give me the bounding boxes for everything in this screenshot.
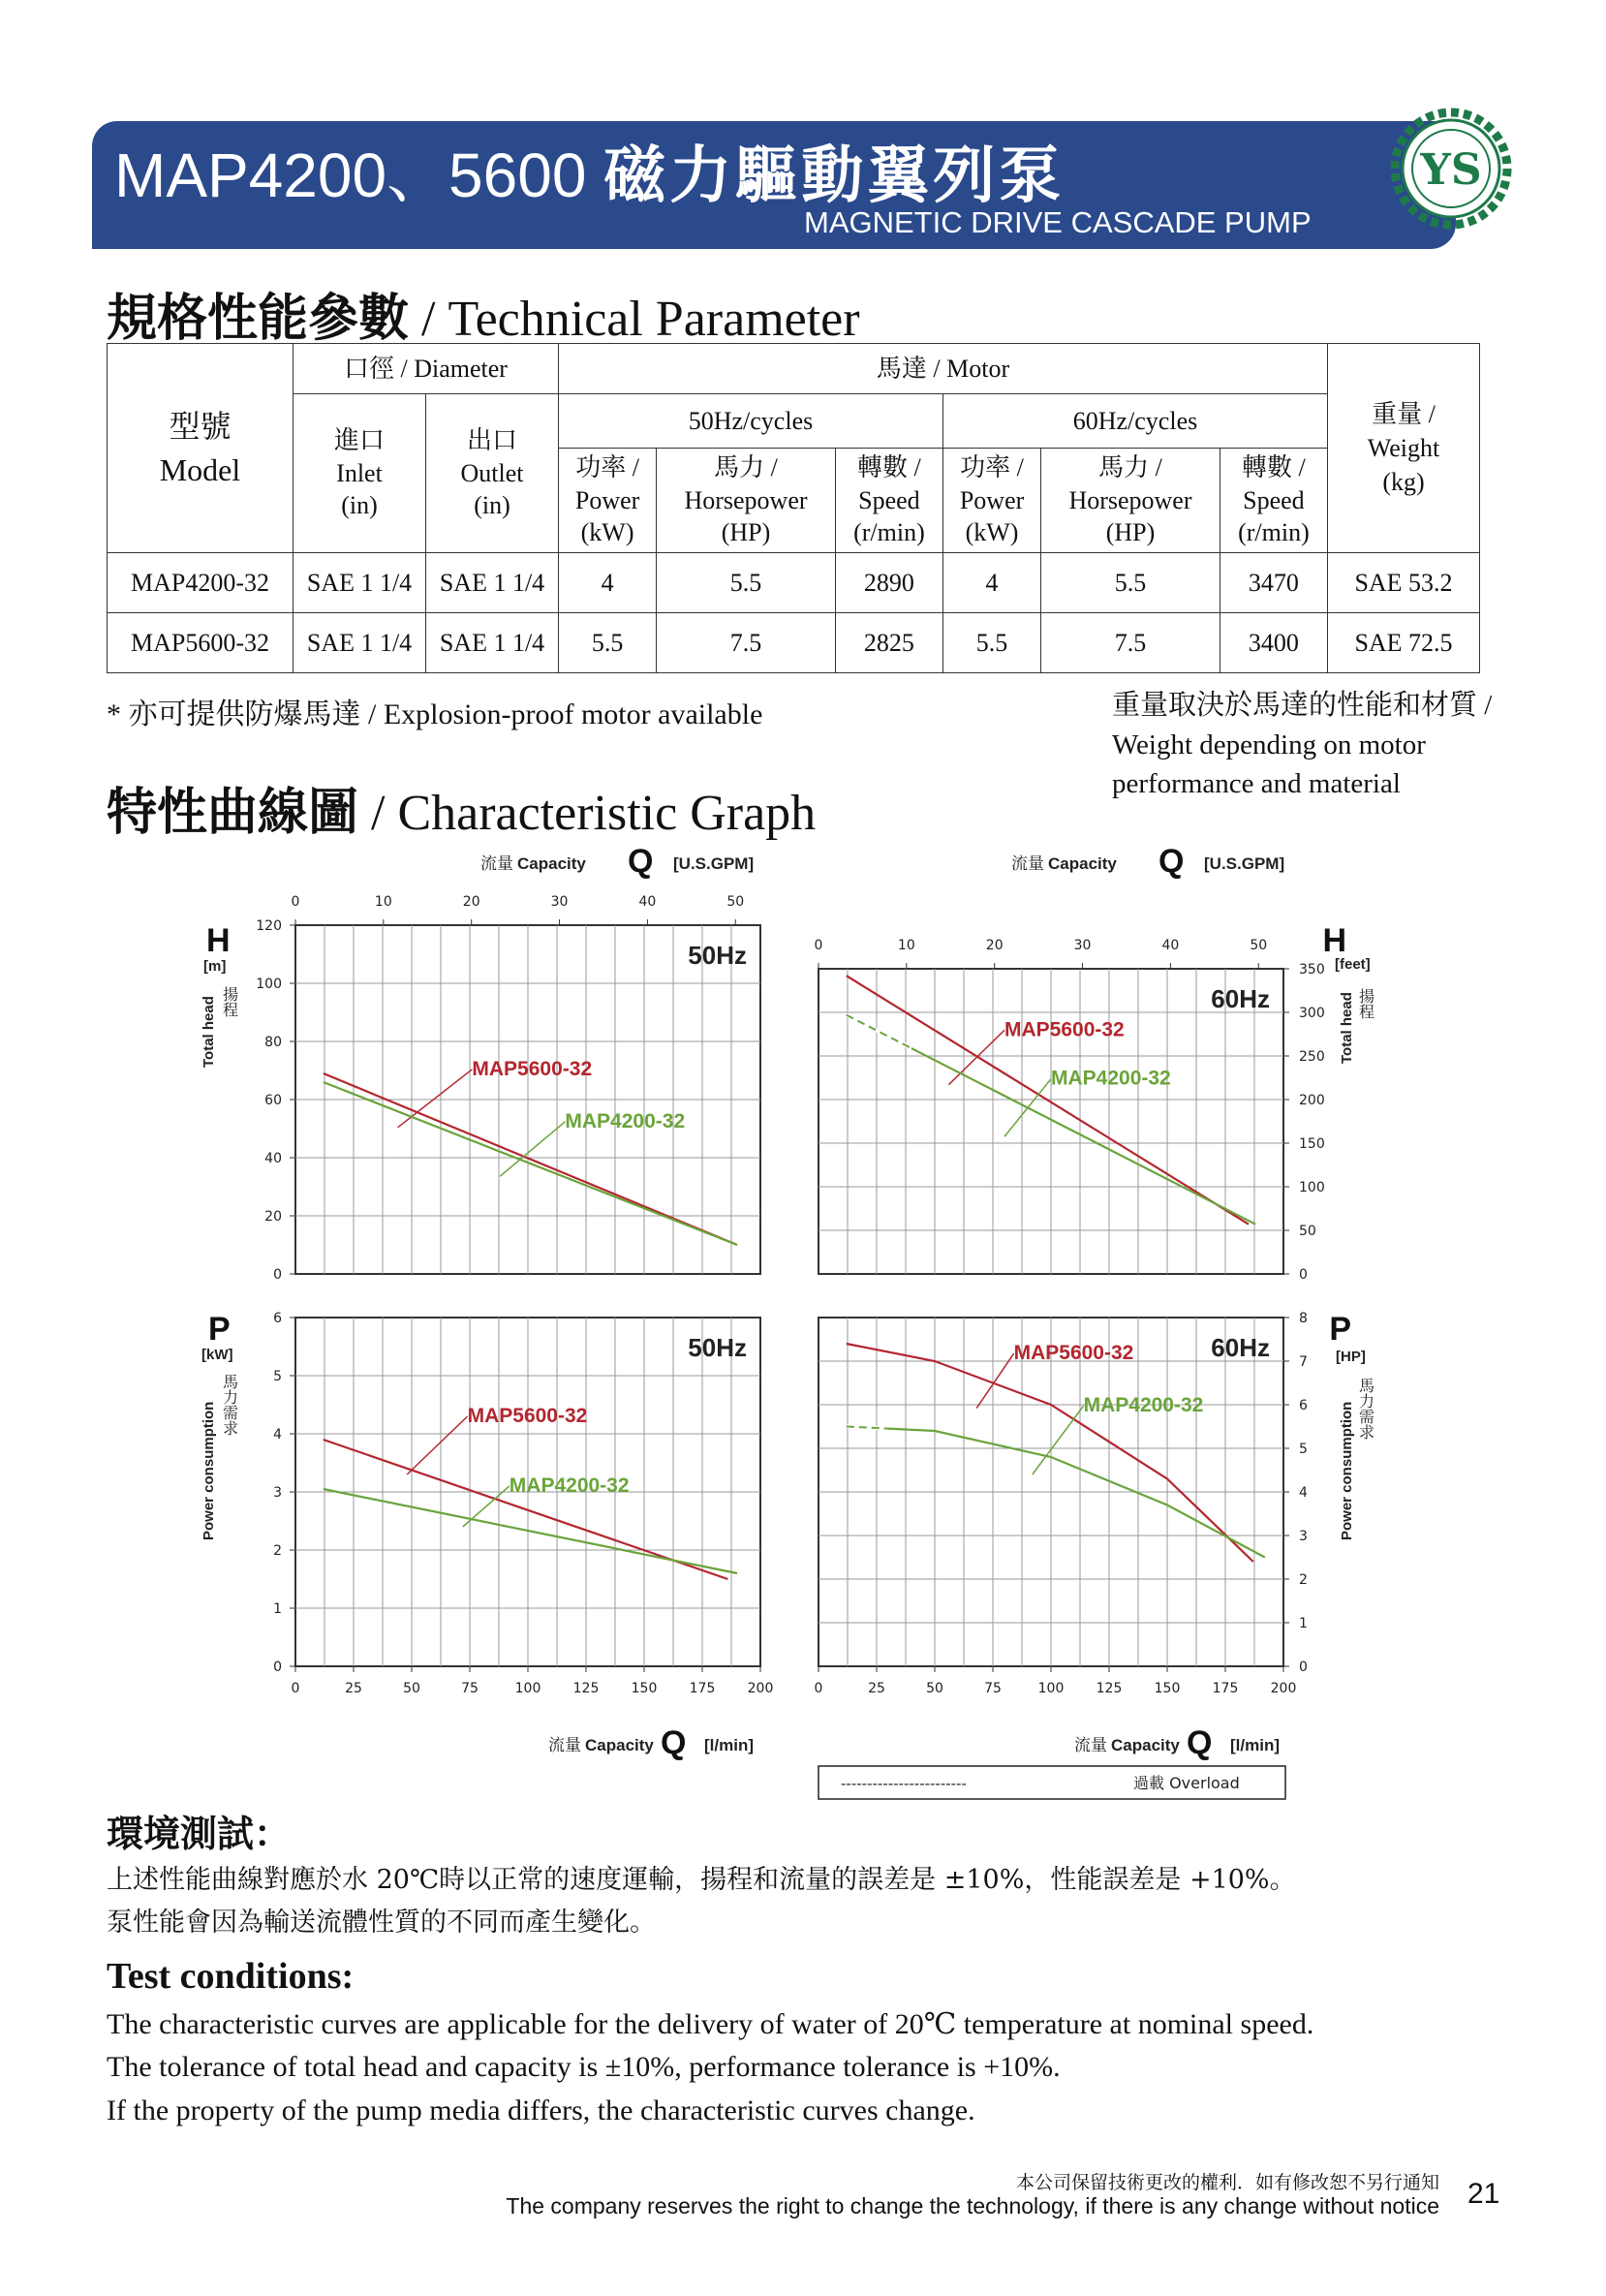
cell-power60: 5.5 bbox=[942, 613, 1040, 673]
cell-power50: 5.5 bbox=[559, 613, 657, 673]
p-axis-cjk-right: 馬力需求 bbox=[1356, 1378, 1375, 1440]
y-tick-label: 60 bbox=[264, 1093, 282, 1108]
cell-power50: 4 bbox=[559, 553, 657, 613]
motor-header: 馬達 / Motor bbox=[559, 344, 1328, 394]
test-heading-cjk-text: 環境測試： bbox=[107, 1812, 292, 1855]
cell-hp60: 7.5 bbox=[1041, 613, 1220, 673]
bottom-axis-cjk: 流量 bbox=[1074, 1736, 1107, 1755]
x2-tick-label: 20 bbox=[462, 894, 480, 910]
y-tick-label: 5 bbox=[1299, 1442, 1308, 1457]
x-tick-label: 175 bbox=[689, 1681, 716, 1696]
bottom-axis-unit: [l/min] bbox=[704, 1736, 754, 1754]
spec-table bbox=[107, 343, 1480, 673]
test-en-line-2: The tolerance of total head and capacity is ±10%, performance tolerance is +10%. bbox=[107, 2051, 1061, 2083]
cell-speed50: 2890 bbox=[835, 553, 942, 613]
x-tick-label: 0 bbox=[291, 1681, 300, 1696]
y-tick-label: 100 bbox=[256, 977, 282, 992]
model-header: 型號 Model bbox=[108, 344, 293, 553]
p-axis-label-right: Power consumption bbox=[1339, 1401, 1355, 1540]
footer-en: The company reserves the right to change the technology, if there is any change without notice bbox=[506, 2193, 1439, 2218]
y-tick-label: 80 bbox=[264, 1035, 282, 1050]
table-row bbox=[108, 553, 1480, 613]
top-axis-q: Q bbox=[628, 843, 654, 880]
x2-tick-label: 40 bbox=[638, 894, 657, 910]
cell-outlet: SAE 1 1/4 bbox=[426, 553, 559, 613]
y-tick-label: 0 bbox=[273, 1660, 282, 1675]
cell-model: MAP4200-32 bbox=[108, 553, 293, 613]
graph-heading-en: / Characteristic Graph bbox=[358, 786, 817, 841]
series-label: MAP5600-32 bbox=[472, 1057, 593, 1080]
h-axis-unit-ft: [feet] bbox=[1335, 956, 1371, 973]
y-tick-label: 4 bbox=[273, 1427, 282, 1443]
hp50-header: 馬力 / Horsepower (HP) bbox=[657, 449, 836, 553]
cell-hp50: 5.5 bbox=[657, 553, 836, 613]
y-tick-label: 0 bbox=[1299, 1267, 1308, 1283]
h-axis-letter-right: H bbox=[1322, 922, 1346, 959]
top-axis-cjk: 流量 bbox=[1011, 854, 1044, 874]
y-tick-label: 1 bbox=[1299, 1616, 1308, 1631]
y-tick-label: 150 bbox=[1299, 1136, 1325, 1152]
logo-letters: YS bbox=[1420, 145, 1482, 195]
series-label: MAP5600-32 bbox=[467, 1405, 588, 1427]
y-tick-label: 300 bbox=[1299, 1006, 1325, 1021]
company-logo bbox=[1387, 105, 1515, 233]
bottom-axis-q: Q bbox=[661, 1724, 687, 1761]
hz60-header: 60Hz/cycles bbox=[942, 394, 1327, 449]
x2-tick-label: 0 bbox=[814, 938, 823, 953]
top-axis-unit: [U.S.GPM] bbox=[1204, 854, 1285, 873]
panel-title: 50Hz bbox=[688, 1333, 747, 1362]
x-tick-label: 150 bbox=[1154, 1681, 1181, 1696]
x2-tick-label: 30 bbox=[550, 894, 569, 910]
bottom-axis-cjk: 流量 bbox=[548, 1736, 581, 1755]
x-tick-label: 125 bbox=[1096, 1681, 1123, 1696]
y-tick-label: 2 bbox=[1299, 1572, 1308, 1588]
overload-legend-dashes: ------------------------ bbox=[841, 1775, 967, 1792]
spec-heading-cjk: 規格性能參數 bbox=[107, 289, 410, 348]
x2-tick-label: 50 bbox=[1250, 938, 1268, 953]
x-tick-label: 50 bbox=[403, 1681, 420, 1696]
inlet-header: 進口 Inlet (in) bbox=[293, 394, 426, 553]
explosion-proof-note: * 亦可提供防爆馬達 / Explosion-proof motor available bbox=[107, 698, 763, 730]
p-axis-unit-hp: [HP] bbox=[1336, 1349, 1366, 1365]
y-tick-label: 350 bbox=[1299, 962, 1325, 977]
y-tick-label: 0 bbox=[273, 1267, 282, 1283]
overload-legend-label: 過載 Overload bbox=[1133, 1774, 1240, 1792]
test-heading-cjk bbox=[107, 1804, 291, 1857]
p-axis-unit-kw: [kW] bbox=[201, 1347, 233, 1363]
x-tick-label: 100 bbox=[514, 1681, 541, 1696]
y-tick-label: 1 bbox=[273, 1601, 282, 1617]
spec-heading-en: / Technical Parameter bbox=[409, 292, 860, 347]
test-en-line-3: If the property of the pump media differs, the characteristic curves change. bbox=[107, 2094, 975, 2126]
y-tick-label: 250 bbox=[1299, 1049, 1325, 1065]
panel-title: 60Hz bbox=[1211, 1333, 1270, 1362]
y-tick-label: 2 bbox=[273, 1543, 282, 1559]
series-label: MAP4200-32 bbox=[509, 1474, 630, 1497]
page-subtitle: MAGNETIC DRIVE CASCADE PUMP bbox=[804, 205, 1312, 239]
title-cjk: 磁力驅動翼列泵 bbox=[603, 140, 1066, 212]
y-tick-label: 20 bbox=[264, 1209, 282, 1225]
x2-tick-label: 40 bbox=[1161, 938, 1180, 953]
y-tick-label: 8 bbox=[1299, 1311, 1308, 1326]
graph-heading bbox=[107, 771, 816, 844]
bottom-axis-unit: [l/min] bbox=[1230, 1736, 1280, 1754]
test-cjk-line-1: 上述性能曲線對應於水 20℃時以正常的速度運輸，揚程和流量的誤差是 ±10%，性能誤差是 +10%。 bbox=[107, 1865, 1296, 1895]
weight-note-line: performance and material bbox=[1112, 768, 1401, 800]
graph-heading-cjk: 特性曲線圖 bbox=[107, 783, 359, 842]
series-label: MAP4200-32 bbox=[1051, 1067, 1171, 1090]
cell-inlet: SAE 1 1/4 bbox=[293, 553, 426, 613]
y-tick-label: 100 bbox=[1299, 1180, 1325, 1195]
title-latin: MAP4200、5600 bbox=[114, 140, 587, 210]
cell-hp60: 5.5 bbox=[1041, 553, 1220, 613]
power60-header: 功率 / Power (kW) bbox=[942, 449, 1040, 553]
cell-power60: 4 bbox=[942, 553, 1040, 613]
h-axis-letter-left: H bbox=[206, 922, 231, 959]
weight-note-line: Weight depending on motor bbox=[1112, 729, 1426, 760]
test-en-line-1: The characteristic curves are applicable for the delivery of water of 20℃ temperature at nominal speed. bbox=[107, 2008, 1314, 2040]
panel-title: 50Hz bbox=[688, 941, 747, 970]
cell-inlet: SAE 1 1/4 bbox=[293, 613, 426, 673]
x-tick-label: 25 bbox=[345, 1681, 362, 1696]
top-axis-label: Capacity bbox=[517, 854, 586, 873]
h-axis-unit-m: [m] bbox=[203, 958, 227, 975]
speed60-header: 轉數 / Speed (r/min) bbox=[1220, 449, 1327, 553]
test-heading-en: Test conditions: bbox=[107, 1956, 355, 1997]
bottom-axis-label: Capacity bbox=[585, 1736, 654, 1754]
speed50-header: 轉數 / Speed (r/min) bbox=[835, 449, 942, 553]
y-tick-label: 5 bbox=[273, 1369, 282, 1384]
x2-tick-label: 30 bbox=[1073, 938, 1092, 953]
h-axis-label-left: Total head bbox=[201, 996, 217, 1068]
y-tick-label: 200 bbox=[1299, 1093, 1325, 1108]
diameter-header: 口徑 / Diameter bbox=[293, 344, 559, 394]
cell-weight: SAE 72.5 bbox=[1328, 613, 1480, 673]
x2-tick-label: 0 bbox=[291, 894, 300, 910]
y-tick-label: 3 bbox=[273, 1485, 282, 1501]
y-tick-label: 6 bbox=[273, 1311, 282, 1326]
cell-speed60: 3400 bbox=[1220, 613, 1327, 673]
x2-tick-label: 50 bbox=[726, 894, 745, 910]
top-axis-unit: [U.S.GPM] bbox=[673, 854, 755, 873]
x2-tick-label: 10 bbox=[374, 894, 392, 910]
h-axis-cjk-right: 揚程 bbox=[1356, 988, 1375, 1019]
x-tick-label: 50 bbox=[926, 1681, 943, 1696]
y-tick-label: 40 bbox=[264, 1151, 282, 1166]
cell-speed60: 3470 bbox=[1220, 553, 1327, 613]
hp60-header: 馬力 / Horsepower (HP) bbox=[1041, 449, 1220, 553]
power50-header: 功率 / Power (kW) bbox=[559, 449, 657, 553]
cell-hp50: 7.5 bbox=[657, 613, 836, 673]
x-tick-label: 200 bbox=[747, 1681, 774, 1696]
x-tick-label: 75 bbox=[984, 1681, 1002, 1696]
test-cjk-line-2: 泵性能會因為輸送流體性質的不同而產生變化。 bbox=[107, 1908, 656, 1938]
x-tick-label: 100 bbox=[1037, 1681, 1065, 1696]
top-axis-label: Capacity bbox=[1048, 854, 1117, 873]
x-tick-label: 75 bbox=[461, 1681, 479, 1696]
series-label: MAP4200-32 bbox=[565, 1109, 686, 1132]
weight-header: 重量 / Weight (kg) bbox=[1328, 344, 1480, 553]
series-label: MAP4200-32 bbox=[1083, 1394, 1204, 1417]
x-tick-label: 125 bbox=[572, 1681, 600, 1696]
x2-tick-label: 10 bbox=[897, 938, 915, 953]
y-tick-label: 4 bbox=[1299, 1485, 1308, 1501]
y-tick-label: 0 bbox=[1299, 1660, 1308, 1675]
cell-model: MAP5600-32 bbox=[108, 613, 293, 673]
x2-tick-label: 20 bbox=[985, 938, 1004, 953]
bottom-axis-label: Capacity bbox=[1111, 1736, 1180, 1754]
x-tick-label: 0 bbox=[814, 1681, 823, 1696]
panel-title: 60Hz bbox=[1211, 984, 1270, 1013]
weight-note bbox=[1112, 686, 1492, 804]
top-axis-q: Q bbox=[1158, 843, 1185, 880]
series-label: MAP5600-32 bbox=[1013, 1342, 1134, 1365]
page-number: 21 bbox=[1467, 2178, 1500, 2210]
y-tick-label: 3 bbox=[1299, 1529, 1308, 1544]
y-tick-label: 7 bbox=[1299, 1354, 1308, 1370]
p-axis-letter-left: P bbox=[208, 1311, 231, 1348]
bottom-axis-q: Q bbox=[1187, 1724, 1213, 1761]
cell-outlet: SAE 1 1/4 bbox=[426, 613, 559, 673]
x-tick-label: 175 bbox=[1212, 1681, 1239, 1696]
y-tick-label: 6 bbox=[1299, 1398, 1308, 1413]
characteristic-charts bbox=[145, 843, 1375, 1802]
p-axis-cjk-left: 馬力需求 bbox=[220, 1374, 239, 1436]
footer-cjk: 本公司保留技術更改的權利．如有修改恕不另行通知 bbox=[1015, 2172, 1439, 2193]
cell-speed50: 2825 bbox=[835, 613, 942, 673]
x-tick-label: 150 bbox=[631, 1681, 658, 1696]
hz50-header: 50Hz/cycles bbox=[559, 394, 943, 449]
x-tick-label: 25 bbox=[868, 1681, 885, 1696]
y-tick-label: 120 bbox=[256, 918, 282, 934]
x-tick-label: 200 bbox=[1270, 1681, 1297, 1696]
table-row bbox=[108, 613, 1480, 673]
y-tick-label: 50 bbox=[1299, 1224, 1316, 1239]
page-title bbox=[114, 126, 1065, 215]
weight-note-line: 重量取決於馬達的性能和材質 / bbox=[1112, 690, 1493, 721]
h-axis-cjk-left: 揚程 bbox=[220, 986, 239, 1017]
outlet-header: 出口 Outlet (in) bbox=[426, 394, 559, 553]
p-axis-letter-right: P bbox=[1329, 1311, 1351, 1348]
p-axis-label-left: Power consumption bbox=[201, 1401, 217, 1540]
spec-heading bbox=[107, 277, 860, 350]
series-label: MAP5600-32 bbox=[1004, 1018, 1125, 1041]
top-axis-cjk: 流量 bbox=[480, 854, 513, 874]
cell-weight: SAE 53.2 bbox=[1328, 553, 1480, 613]
h-axis-label-right: Total head bbox=[1339, 992, 1355, 1064]
